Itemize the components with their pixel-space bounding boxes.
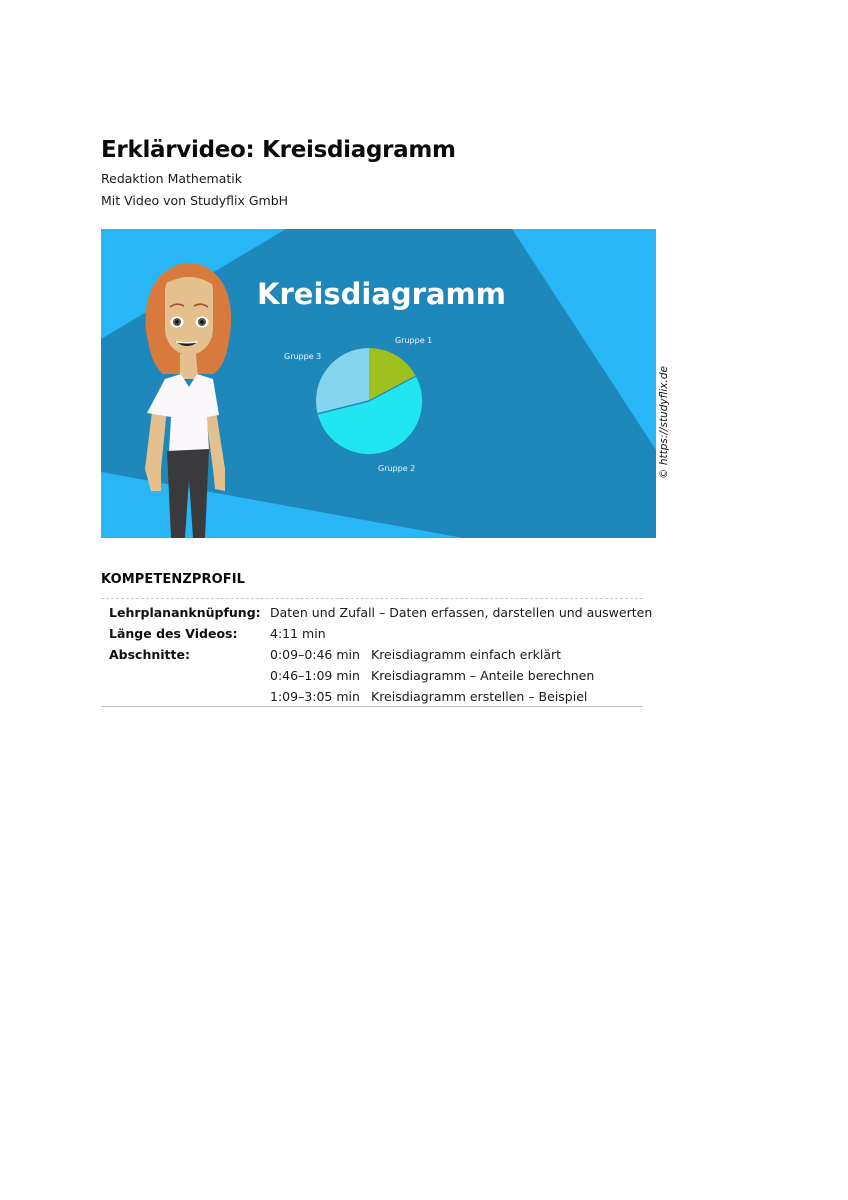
editor-line: Redaktion Mathematik bbox=[101, 171, 242, 186]
pie-label-gruppe-2: Gruppe 2 bbox=[378, 464, 416, 473]
row-value: Daten und Zufall – Daten erfassen, darstellen und auswerten bbox=[270, 605, 653, 620]
divider bbox=[101, 598, 643, 599]
row-label: Lehrplananknüpfung: bbox=[109, 605, 261, 620]
page-title: Erklärvideo: Kreisdiagramm bbox=[101, 137, 456, 164]
profile-row bbox=[0, 626, 848, 647]
profile-row bbox=[0, 605, 848, 626]
pie-chart bbox=[316, 348, 422, 454]
section-heading: KOMPETENZPROFIL bbox=[101, 572, 246, 587]
row-label: Länge des Videos: bbox=[109, 626, 238, 641]
section-description: Kreisdiagramm einfach erklärt bbox=[371, 647, 562, 662]
credit-line: Mit Video von Studyflix GmbH bbox=[101, 193, 289, 208]
copyright-notice: © https://studyflix.de bbox=[658, 366, 670, 479]
pie-label-gruppe-3: Gruppe 3 bbox=[284, 352, 322, 361]
section-time: 0:09–0:46 min bbox=[270, 647, 360, 662]
video-heading: Kreisdiagramm bbox=[257, 277, 506, 311]
section-description: Kreisdiagramm erstellen – Beispiel bbox=[371, 689, 588, 704]
section-description: Kreisdiagramm – Anteile berechnen bbox=[371, 668, 595, 683]
pie-label-gruppe-1: Gruppe 1 bbox=[395, 336, 433, 345]
row-value: 4:11 min bbox=[270, 626, 326, 641]
row-label: Abschnitte: bbox=[109, 647, 190, 662]
video-illustration bbox=[101, 229, 656, 538]
profile-row bbox=[0, 668, 848, 689]
divider bbox=[101, 706, 643, 707]
section-time: 0:46–1:09 min bbox=[270, 668, 360, 683]
profile-row bbox=[0, 647, 848, 668]
section-time: 1:09–3:05 min bbox=[270, 689, 360, 704]
video-thumbnail[interactable] bbox=[101, 229, 656, 538]
